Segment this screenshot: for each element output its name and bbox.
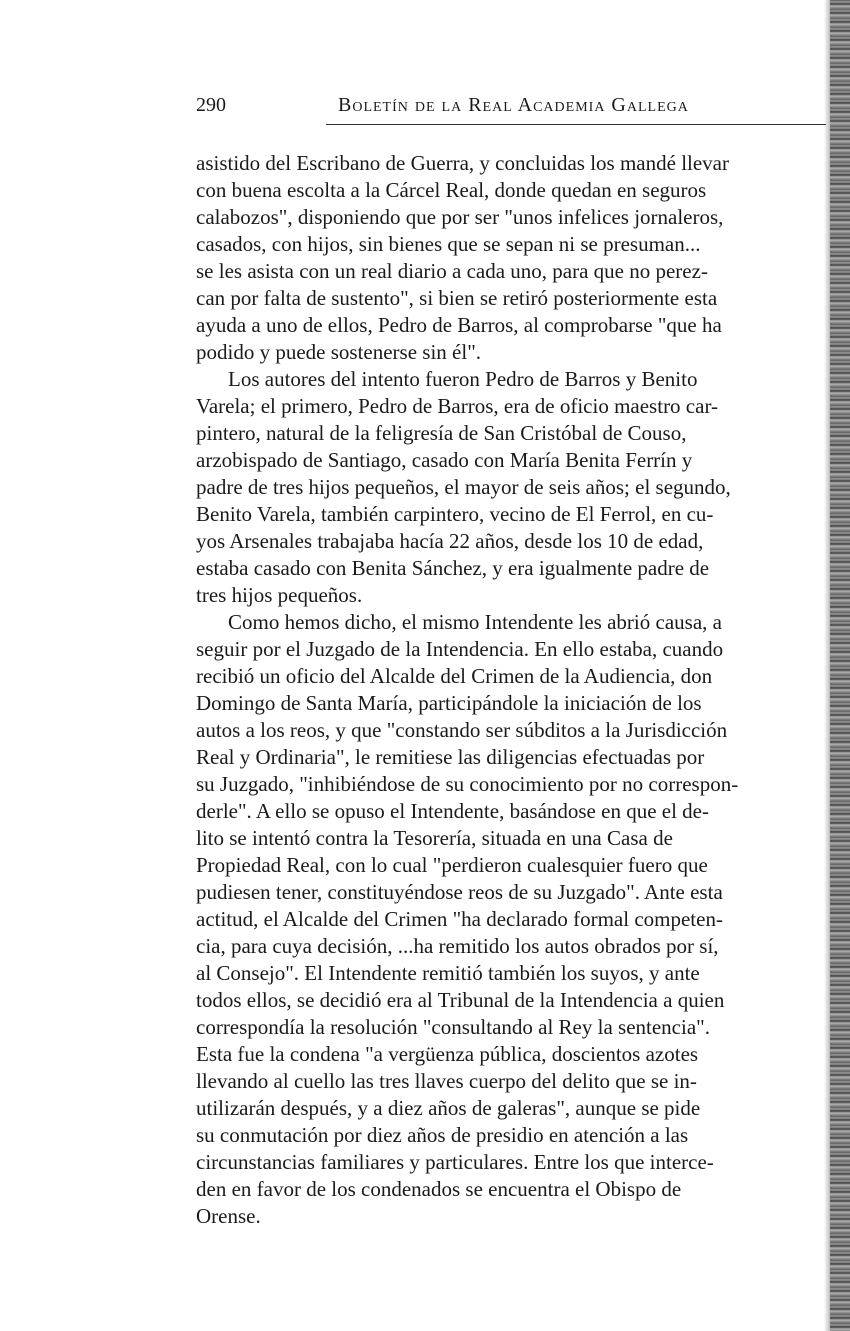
- text-line: tres hijos pequeños.: [196, 583, 363, 607]
- text-line: actitud, el Alcalde del Crimen "ha declarado formal competen-: [196, 907, 723, 931]
- text-line: seguir por el Juzgado de la Intendencia. En ello estaba, cuando: [196, 637, 724, 661]
- text-line: derle". A ello se opuso el Intendente, basándose en que el de-: [196, 799, 709, 823]
- text-line: recibió un oficio del Alcalde del Crimen de la Audiencia, don: [196, 664, 713, 688]
- running-title: Boletín de la Real Academia Gallega: [338, 94, 689, 116]
- text-line: su conmutación por diez años de presidio en atención a las: [196, 1123, 689, 1147]
- text-line: Propiedad Real, con lo cual "perdieron cualesquier fuero que: [196, 853, 708, 877]
- text-line: can por falta de sustento", si bien se retiró posteriormente esta: [196, 286, 718, 310]
- text-line: ayuda a uno de ellos, Pedro de Barros, al comprobarse "que ha: [196, 313, 722, 337]
- text-line: cia, para cuya decisión, ...ha remitido los autos obrados por sí,: [196, 934, 719, 958]
- text-line: asistido del Escribano de Guerra, y concluidas los mandé llevar: [196, 151, 729, 175]
- text-line: con buena escolta a la Cárcel Real, donde quedan en seguros: [196, 178, 707, 202]
- text-line: Domingo de Santa María, participándole la iniciación de los: [196, 691, 702, 715]
- text-line: autos a los reos, y que "constando ser súbditos a la Jurisdicción: [196, 718, 728, 742]
- text-line: padre de tres hijos pequeños, el mayor de seis años; el segundo,: [196, 475, 731, 499]
- page-header: [196, 94, 826, 122]
- text-line: pintero, natural de la feligresía de San Cristóbal de Couso,: [196, 421, 687, 445]
- text-line: se les asista con un real diario a cada uno, para que no perez-: [196, 259, 708, 283]
- text-line: utilizarán después, y a diez años de galeras", aunque se pide: [196, 1096, 701, 1120]
- text-line: su Juzgado, "inhibiéndose de su conocimiento por no correspon-: [196, 772, 739, 796]
- text-line: Varela; el primero, Pedro de Barros, era de oficio maestro car-: [196, 394, 719, 418]
- text-line: calabozos", disponiendo que por ser "unos infelices jornaleros,: [196, 205, 724, 229]
- header-rule: [326, 124, 826, 125]
- text-line: circunstancias familiares y particulares. Entre los que interce-: [196, 1150, 714, 1174]
- text-line: llevando al cuello las tres llaves cuerpo del delito que se in-: [196, 1069, 697, 1093]
- text-line: den en favor de los condenados se encuentra el Obispo de: [196, 1177, 682, 1201]
- text-line: todos ellos, se decidió era al Tribunal de la Intendencia a quien: [196, 988, 725, 1012]
- text-line: Benito Varela, también carpintero, vecino de El Ferrol, en cu-: [196, 502, 714, 526]
- text-line: Orense.: [196, 1204, 261, 1228]
- text-line: pudiesen tener, constituyéndose reos de su Juzgado". Ante esta: [196, 880, 723, 904]
- text-line: podido y puede sostenerse sin él".: [196, 340, 482, 364]
- page-number: 290: [196, 94, 226, 116]
- text-line: Esta fue la condena "a vergüenza pública, doscientos azotes: [196, 1042, 699, 1066]
- text-line: estaba casado con Benita Sánchez, y era igualmente padre de: [196, 556, 710, 580]
- text-line: correspondía la resolución "consultando al Rey la sentencia".: [196, 1015, 710, 1039]
- text-line: al Consejo". El Intendente remitió también los suyos, y ante: [196, 961, 700, 985]
- text-line: Real y Ordinaria", le remitiese las diligencias efectuadas por: [196, 745, 705, 769]
- text-line: Los autores del intento fueron Pedro de Barros y Benito: [228, 367, 698, 391]
- page-edge: [830, 0, 850, 1331]
- text-line: lito se intentó contra la Tesorería, situada en una Casa de: [196, 826, 673, 850]
- text-line: Como hemos dicho, el mismo Intendente les abrió causa, a: [228, 610, 722, 634]
- text-line: casados, con hijos, sin bienes que se sepan ni se presuman...: [196, 232, 701, 256]
- text-line: arzobispado de Santiago, casado con María Benita Ferrín y: [196, 448, 693, 472]
- text-line: yos Arsenales trabajaba hacía 22 años, desde los 10 de edad,: [196, 529, 704, 553]
